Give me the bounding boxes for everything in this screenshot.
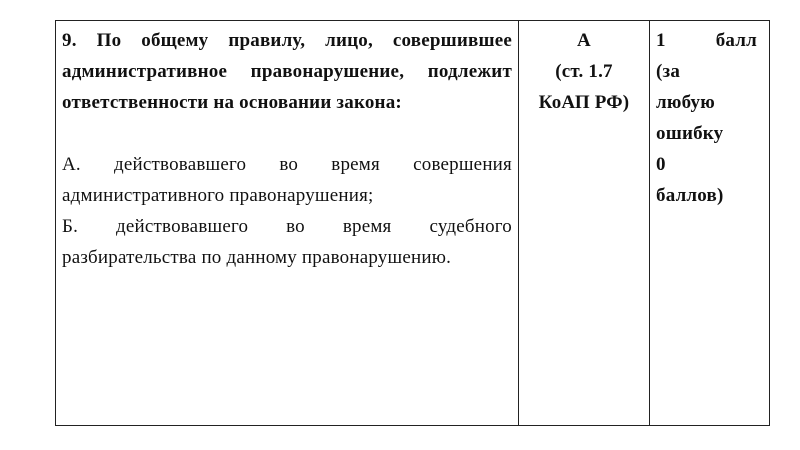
table-row xyxy=(56,21,770,426)
score-line: любую xyxy=(656,92,715,113)
score-line: 0 xyxy=(656,154,666,175)
question-cell xyxy=(56,21,519,426)
score-line: (за xyxy=(656,61,681,82)
score-number: 1 xyxy=(656,30,666,51)
score-cell xyxy=(650,21,770,426)
score-unit: балл xyxy=(715,30,757,51)
score-line: баллов) xyxy=(656,185,724,206)
option-a: А. действовавшего во время совершения административного правонарушения; xyxy=(62,154,512,206)
option-b: Б. действовавшего во время судебного разбирательства по данному правонарушению. xyxy=(62,216,512,268)
score-first-line xyxy=(656,25,763,56)
answer-letter: А xyxy=(577,30,591,51)
question-spacer xyxy=(62,118,512,149)
question-title: 9. По общему правилу, лицо, совершившее административное правонарушение, подлежит ответственности на основании закона: xyxy=(62,30,512,113)
answer-reference-line2: КоАП РФ) xyxy=(538,92,630,113)
answer-cell xyxy=(519,21,650,426)
answer-reference-line1: (ст. 1.7 xyxy=(555,61,613,82)
score-line: ошибку xyxy=(656,123,724,144)
quiz-table xyxy=(55,20,770,426)
